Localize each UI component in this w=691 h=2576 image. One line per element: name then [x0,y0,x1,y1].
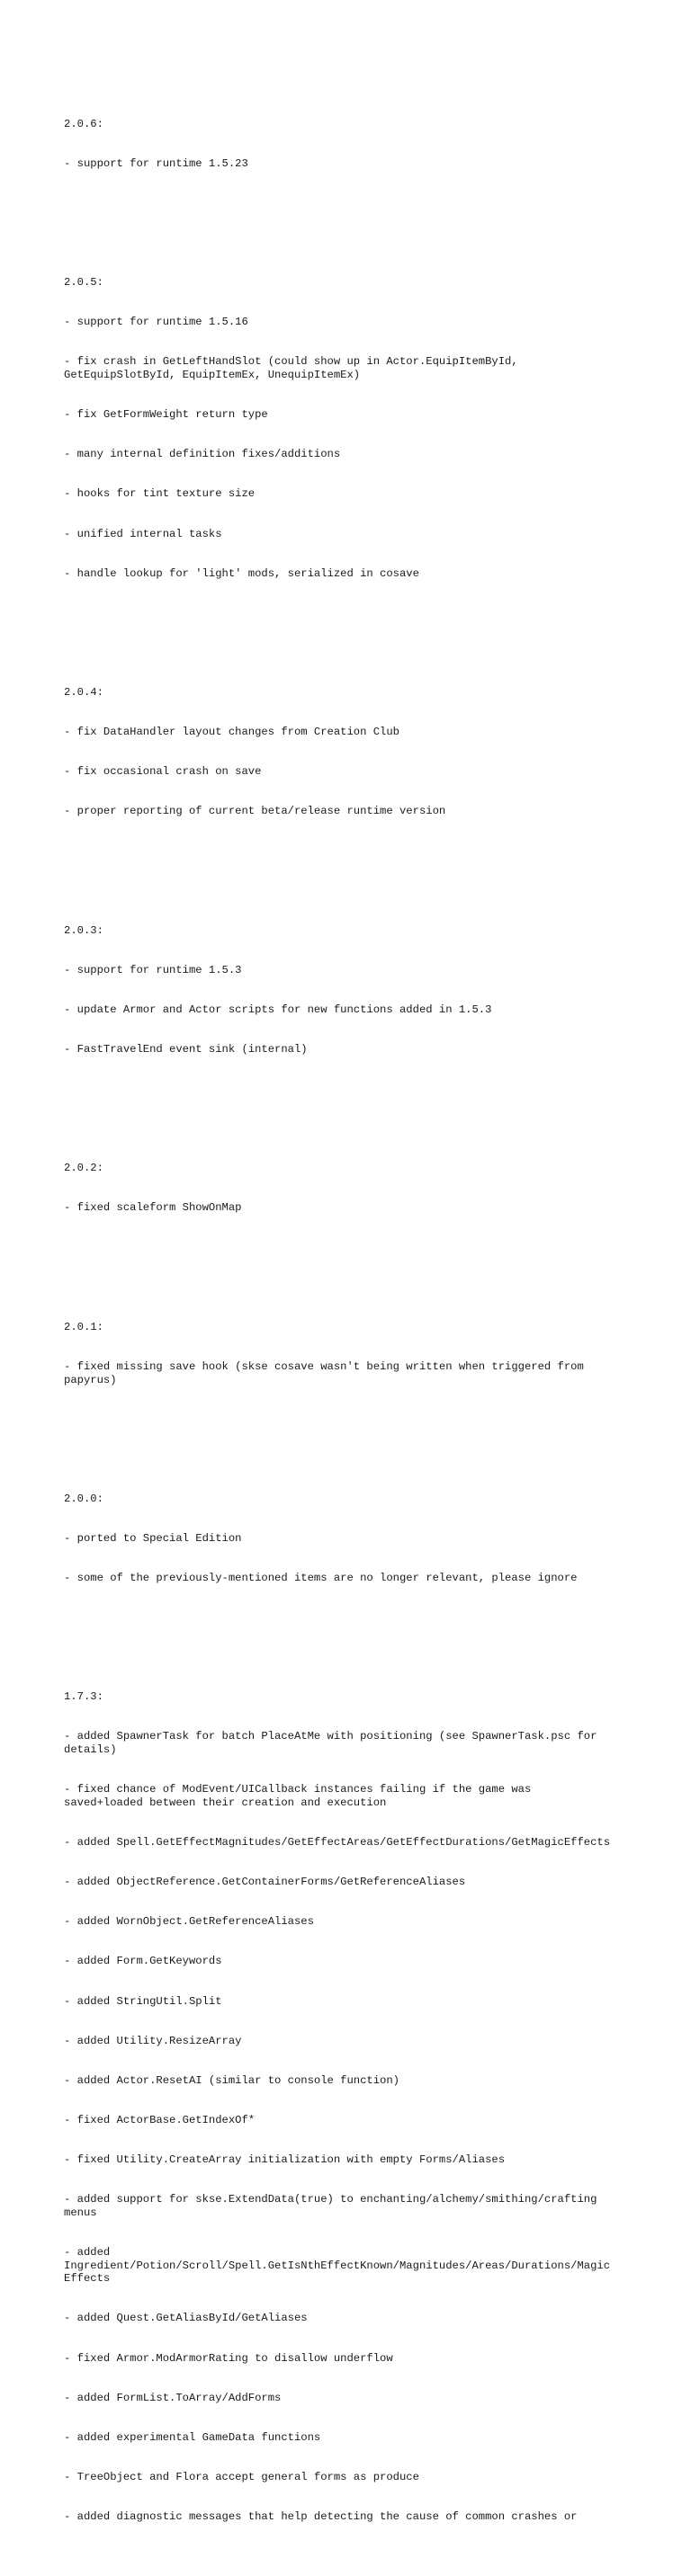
changelog-item: - fixed Utility.CreateArray initialization with empty Forms/Aliases [64,2153,506,2166]
changelog-item: - handle lookup for 'light' mods, serialized in cosave [64,566,419,580]
changelog-item: - ported to Special Edition [64,1531,242,1545]
changelog-item: - TreeObject and Flora accept general forms as produce [64,2470,419,2483]
version-heading: 2.0.3: [64,923,103,937]
changelog-item: - added support for skse.ExtendData(true) to enchanting/alchemy/smithing/crafting menus [64,2193,597,2219]
changelog-item: - added Utility.ResizeArray [64,2034,242,2047]
version-heading: 2.0.5: [64,276,103,290]
changelog-document [64,65,658,2576]
changelog-section [64,1294,658,1413]
changelog-item: - fixed missing save hook (skse cosave wasn't being written when triggered from papyrus) [64,1359,584,1386]
changelog-item: - unified internal tasks [64,527,222,540]
changelog-section [64,91,658,197]
changelog-item: - support for runtime 1.5.3 [64,963,242,976]
changelog-item: - fix crash in GetLeftHandSlot (could show up in Actor.EquipItemById, GetEquipSlotById, EquipItemEx, UnequipItemEx) [64,355,518,382]
changelog-item: - fixed chance of ModEvent/UICallback instances failing if the game was saved+loaded between their creation and execution [64,1783,532,1809]
changelog-item: - added Spell.GetEffectMagnitudes/GetEffectAreas/GetEffectDurations/GetMagicEffects [64,1836,611,1850]
version-heading: 1.7.3: [64,1690,103,1704]
changelog-item: - fix occasional crash on save [64,765,262,779]
changelog-item: - some of the previously-mentioned items are no longer relevant, please ignore [64,1572,578,1585]
changelog-item: - added Form.GetKeywords [64,1955,222,1968]
version-heading: 2.0.6: [64,117,103,130]
changelog-item: - fixed Armor.ModArmorRating to disallow underflow [64,2351,393,2365]
changelog-item: - fix DataHandler layout changes from Creation Club [64,726,399,739]
changelog-item: - added diagnostic messages that help detecting the cause of common crashes or [64,2509,578,2523]
changelog-section [64,1136,658,1242]
changelog-item: - added Quest.GetAliasById/GetAliases [64,2312,308,2325]
changelog-item: - fix GetFormWeight return type [64,408,268,422]
changelog-item: - FastTravelEnd event sink (internal) [64,1042,308,1056]
changelog-item: - proper reporting of current beta/release runtime version [64,805,446,818]
changelog-item: - support for runtime 1.5.23 [64,156,248,170]
changelog-item: - added Actor.ResetAI (similar to console function) [64,2073,399,2087]
changelog-item: - fixed ActorBase.GetIndexOf* [64,2113,256,2126]
changelog-item: - many internal definition fixes/additions [64,448,341,461]
changelog-item: - hooks for tint texture size [64,487,256,501]
version-heading: 2.0.2: [64,1162,103,1175]
changelog-item: - added SpawnerTask for batch PlaceAtMe with positioning (see SpawnerTask.psc for details) [64,1730,597,1757]
changelog-section [64,250,658,607]
changelog-item: - added Ingredient/Potion/Scroll/Spell.GetIsNthEffectKnown/Magnitudes/Areas/Durations/Magic Effects [64,2245,611,2286]
changelog-section [64,660,658,845]
changelog-item: - update Armor and Actor scripts for new functions added in 1.5.3 [64,1003,492,1016]
changelog-section [64,1466,658,1611]
version-heading: 2.0.0: [64,1492,103,1505]
changelog-item: - added FormList.ToArray/AddForms [64,2391,282,2404]
changelog-item: - added WornObject.GetReferenceAliases [64,1915,314,1929]
changelog-item: - fixed scaleform ShowOnMap [64,1201,242,1215]
changelog-section [64,1664,658,2550]
changelog-item: - support for runtime 1.5.16 [64,316,248,329]
changelog-item: - added experimental GameData functions [64,2430,321,2444]
version-heading: 2.0.4: [64,686,103,700]
changelog-section [64,897,658,1083]
changelog-item: - added StringUtil.Split [64,1994,222,2008]
changelog-item: - added ObjectReference.GetContainerForms/GetReferenceAliases [64,1876,466,1889]
version-heading: 2.0.1: [64,1320,103,1333]
